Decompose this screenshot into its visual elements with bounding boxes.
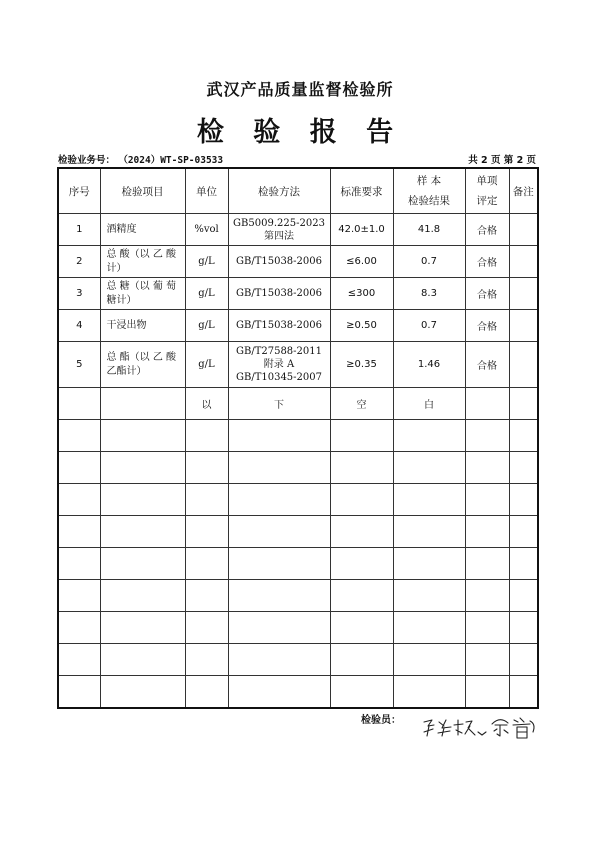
- cell-standard: ≥0.35: [330, 342, 393, 388]
- empty-cell: [58, 484, 100, 516]
- empty-cell: [465, 580, 509, 612]
- table-row: [58, 246, 538, 278]
- col-result-header-line2: 检验结果: [408, 195, 450, 207]
- blank-marker-cell: 下: [228, 388, 330, 420]
- col-result-header: [393, 168, 465, 214]
- table-header-row: [58, 168, 538, 214]
- blank-marker-row: [58, 388, 538, 420]
- empty-cell: [100, 580, 185, 612]
- cell-method-line: GB5009.225-2023: [233, 217, 325, 229]
- cell-remark: [509, 342, 538, 388]
- cell-method-line: 第四法: [264, 230, 294, 242]
- empty-cell: [330, 644, 393, 676]
- cell-result: 8.3: [393, 278, 465, 310]
- cell-method-line: GB/T27588-2011: [235, 346, 322, 357]
- empty-cell: [393, 452, 465, 484]
- cell-unit: g/L: [185, 246, 228, 278]
- cell-method: [228, 310, 330, 342]
- empty-cell: [509, 516, 538, 548]
- empty-cell: [330, 484, 393, 516]
- empty-cell: [185, 420, 228, 452]
- empty-cell: [509, 676, 538, 709]
- empty-cell: [465, 516, 509, 548]
- empty-cell: [465, 452, 509, 484]
- col-verdict-header-line1: 单项: [476, 175, 498, 187]
- cell-method-line: 附录 A: [263, 359, 295, 370]
- blank-marker-cell: 以: [185, 388, 228, 420]
- cell-item: [100, 246, 185, 278]
- cell-method-line: GB/T15038-2006: [235, 288, 322, 299]
- cell-seq: 5: [58, 342, 100, 388]
- inspection-table: [57, 167, 539, 709]
- empty-cell: [185, 516, 228, 548]
- empty-cell: [509, 452, 538, 484]
- empty-row: [58, 452, 538, 484]
- empty-cell: [58, 612, 100, 644]
- empty-cell: [393, 580, 465, 612]
- empty-cell: [393, 516, 465, 548]
- empty-row: [58, 420, 538, 452]
- empty-cell: [228, 420, 330, 452]
- empty-cell: [330, 580, 393, 612]
- cell-method-line: GB/T10345-2007: [235, 372, 322, 383]
- table-row: [58, 310, 538, 342]
- signature-stroke: [492, 720, 508, 736]
- empty-cell: [330, 548, 393, 580]
- cell-item-line: 乙酯计）: [106, 365, 147, 377]
- cell-unit: %vol: [185, 214, 228, 246]
- col-result-header-line1: 样 本: [416, 175, 442, 187]
- cell-unit: g/L: [185, 342, 228, 388]
- cell-result: 1.46: [393, 342, 465, 388]
- cell-standard: ≥0.50: [330, 310, 393, 342]
- cell-standard: ≤300: [330, 278, 393, 310]
- empty-cell: [185, 644, 228, 676]
- empty-cell: [228, 452, 330, 484]
- empty-row: [58, 484, 538, 516]
- col-unit-header: 单位: [185, 168, 228, 214]
- cell-verdict: 合格: [465, 214, 509, 246]
- empty-cell: [228, 612, 330, 644]
- table-row: [58, 214, 538, 246]
- cell-seq: 3: [58, 278, 100, 310]
- empty-cell: [465, 644, 509, 676]
- empty-cell: [58, 644, 100, 676]
- cell-unit: g/L: [185, 310, 228, 342]
- cell-verdict: 合格: [465, 246, 509, 278]
- empty-cell: [185, 580, 228, 612]
- cell-method-line: GB/T15038-2006: [235, 256, 322, 267]
- business-number-value: （2024）WT-SP-03533: [118, 155, 224, 166]
- cell-item: [100, 278, 185, 310]
- table-row: [58, 278, 538, 310]
- empty-cell: [185, 548, 228, 580]
- empty-cell: [393, 644, 465, 676]
- empty-cell: [509, 484, 538, 516]
- empty-cell: [465, 676, 509, 709]
- empty-cell: [330, 420, 393, 452]
- col-verdict-header-line2: 评定: [476, 195, 498, 207]
- cell-remark: [509, 310, 538, 342]
- cell-item: [100, 342, 185, 388]
- empty-row: [58, 516, 538, 548]
- signature-stroke: [513, 718, 534, 738]
- cell-item-line: 总 酸（以 乙 酸: [106, 248, 177, 260]
- col-item-header: 检验项目: [100, 168, 185, 214]
- empty-cell: [465, 420, 509, 452]
- cell-result: 0.7: [393, 246, 465, 278]
- empty-cell: [465, 548, 509, 580]
- cell-result: 41.8: [393, 214, 465, 246]
- empty-cell: [58, 676, 100, 709]
- signature-stroke: [438, 720, 451, 736]
- institution-name: 武汉产品质量监督检验所: [206, 80, 394, 99]
- page-info: 共 2 页 第 2 页: [468, 155, 536, 166]
- col-verdict-header: [465, 168, 509, 214]
- cell-verdict: 合格: [465, 342, 509, 388]
- empty-cell: [100, 516, 185, 548]
- empty-cell: [58, 388, 100, 420]
- empty-cell: [185, 612, 228, 644]
- cell-item-line: 糖计）: [106, 294, 137, 306]
- blank-marker-cell: 白: [393, 388, 465, 420]
- cell-item-line: 总 酯（以 乙 酸: [106, 351, 177, 363]
- empty-cell: [100, 388, 185, 420]
- business-number: [58, 152, 223, 166]
- empty-cell: [509, 612, 538, 644]
- empty-cell: [228, 548, 330, 580]
- cell-standard: 42.0±1.0: [330, 214, 393, 246]
- cell-item: 干浸出物: [100, 310, 185, 342]
- empty-cell: [185, 484, 228, 516]
- empty-cell: [465, 484, 509, 516]
- col-remark-header: 备注: [509, 168, 538, 214]
- cell-verdict: 合格: [465, 310, 509, 342]
- cell-item: 酒精度: [100, 214, 185, 246]
- empty-cell: [58, 420, 100, 452]
- cell-method: [228, 342, 330, 388]
- cell-seq: 1: [58, 214, 100, 246]
- empty-row: [58, 612, 538, 644]
- empty-cell: [330, 676, 393, 709]
- empty-cell: [228, 644, 330, 676]
- cell-remark: [509, 246, 538, 278]
- empty-cell: [100, 452, 185, 484]
- empty-cell: [185, 452, 228, 484]
- empty-cell: [100, 484, 185, 516]
- blank-marker-cell: 空: [330, 388, 393, 420]
- empty-cell: [100, 548, 185, 580]
- table-row: [58, 342, 538, 388]
- cell-item-line: 总 糖（以 葡 萄: [106, 280, 177, 292]
- inspector-label: 检验员：: [361, 715, 401, 726]
- cell-method: [228, 278, 330, 310]
- cell-method-line: GB/T15038-2006: [235, 320, 322, 331]
- empty-cell: [465, 612, 509, 644]
- cell-result: 0.7: [393, 310, 465, 342]
- empty-cell: [100, 612, 185, 644]
- empty-row: [58, 580, 538, 612]
- cell-unit: g/L: [185, 278, 228, 310]
- empty-cell: [509, 548, 538, 580]
- empty-cell: [58, 516, 100, 548]
- empty-cell: [393, 484, 465, 516]
- empty-cell: [228, 580, 330, 612]
- empty-row: [58, 548, 538, 580]
- empty-cell: [393, 612, 465, 644]
- empty-cell: [509, 580, 538, 612]
- empty-row: [58, 644, 538, 676]
- report-title: 检 验 报 告: [196, 117, 404, 148]
- empty-cell: [228, 676, 330, 709]
- empty-cell: [393, 676, 465, 709]
- inspector-signatures: [420, 710, 545, 746]
- empty-row: [58, 676, 538, 709]
- empty-cell: [185, 676, 228, 709]
- empty-cell: [100, 420, 185, 452]
- cell-verdict: 合格: [465, 278, 509, 310]
- empty-cell: [330, 452, 393, 484]
- empty-cell: [58, 580, 100, 612]
- empty-cell: [100, 676, 185, 709]
- cell-method: [228, 214, 330, 246]
- signature-stroke: [454, 720, 475, 735]
- col-method-header: 检验方法: [228, 168, 330, 214]
- cell-remark: [509, 278, 538, 310]
- empty-cell: [330, 612, 393, 644]
- empty-cell: [330, 516, 393, 548]
- cell-method: [228, 246, 330, 278]
- cell-seq: 2: [58, 246, 100, 278]
- empty-cell: [58, 548, 100, 580]
- cell-standard: ≤6.00: [330, 246, 393, 278]
- cell-remark: [509, 214, 538, 246]
- empty-cell: [393, 420, 465, 452]
- empty-cell: [509, 644, 538, 676]
- business-number-label: 检验业务号：: [58, 155, 116, 166]
- empty-cell: [100, 644, 185, 676]
- empty-cell: [228, 516, 330, 548]
- cell-item-line: 计）: [106, 262, 127, 274]
- signature-stroke: [424, 720, 434, 736]
- col-standard-header: 标准要求: [330, 168, 393, 214]
- empty-cell: [393, 548, 465, 580]
- empty-cell: [228, 484, 330, 516]
- empty-cell: [509, 420, 538, 452]
- signature-stroke: [478, 732, 486, 735]
- empty-cell: [58, 452, 100, 484]
- empty-cell: [509, 388, 538, 420]
- empty-cell: [465, 388, 509, 420]
- cell-seq: 4: [58, 310, 100, 342]
- col-seq-header: 序号: [58, 168, 100, 214]
